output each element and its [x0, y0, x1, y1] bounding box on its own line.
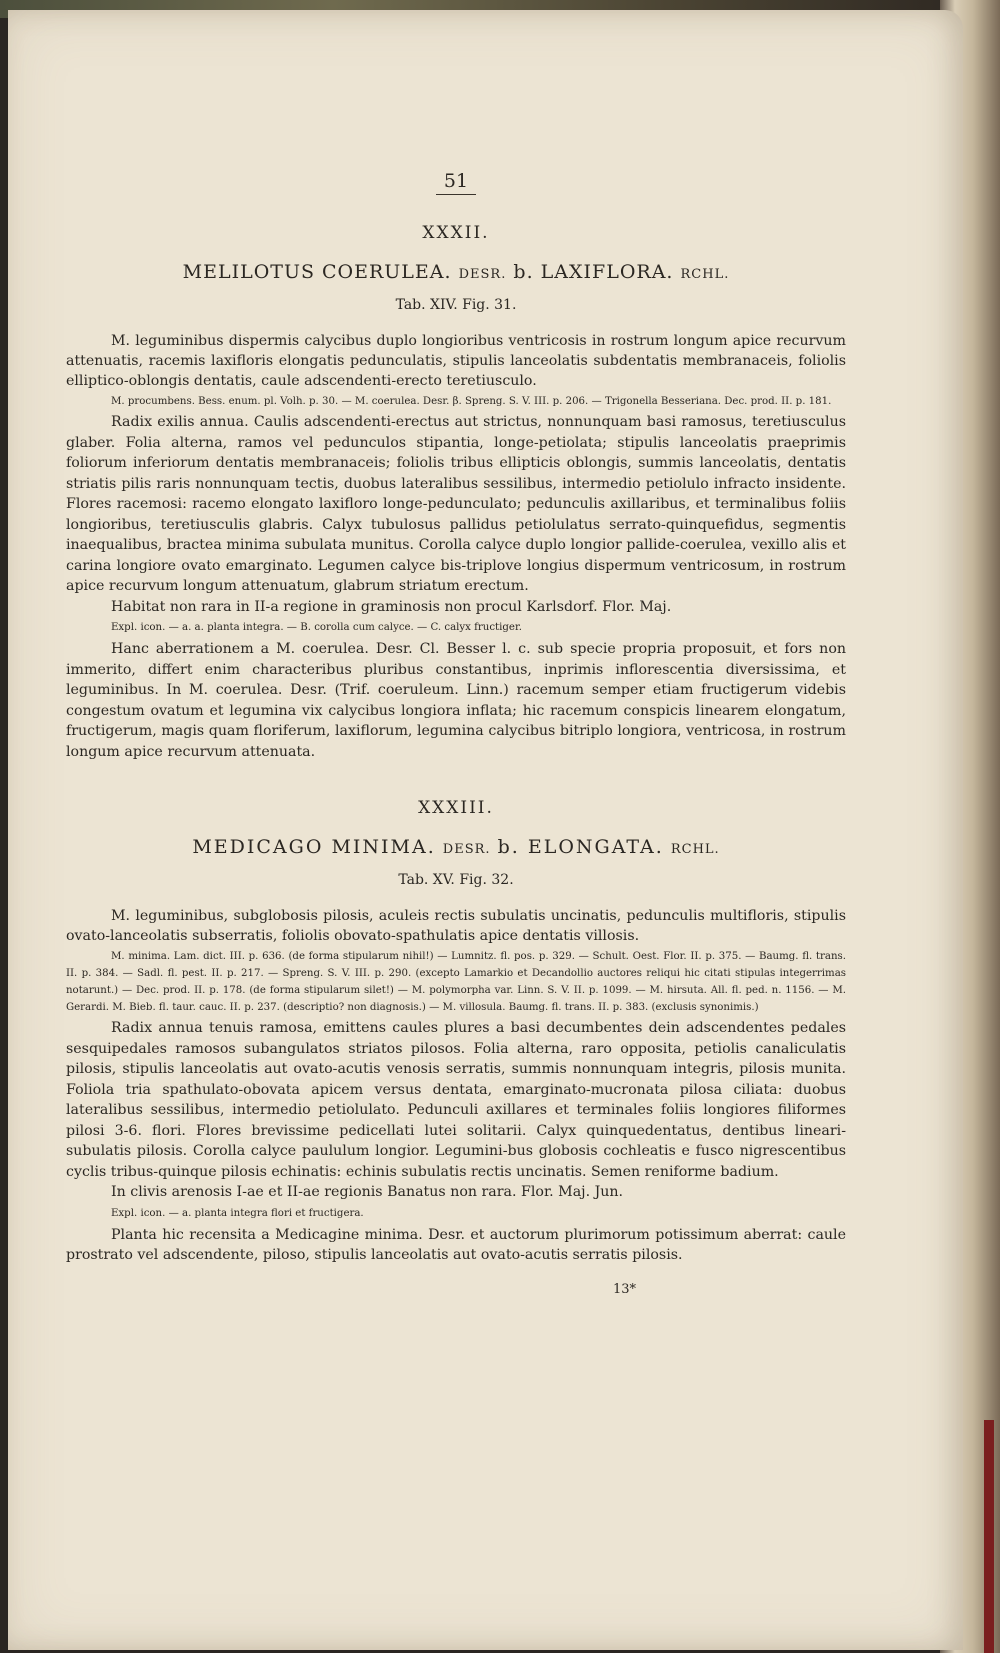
- habitat: In clivis arenosis I-ae et II-ae regionis Banatus non rara. Flor. Maj. Jun.: [111, 1184, 624, 1200]
- entry-xxxiii: [66, 798, 846, 1266]
- variety-name: b. LAXIFLORA.: [513, 261, 674, 283]
- diagnosis: M. leguminibus dispermis calycibus duplo longioribus ventricosis in rostrum longum apice recurvum attenuatis, racemis laxifloris elongatis pedunculatis, stipulis lanceolatis subdentatis membranaceis, foliolis elliptico-oblongis dentatis, caule adscendenti-erecto teretiusculo.: [66, 333, 846, 389]
- synonyms: M. procumbens. Bess. enum. pl. Volh. p. 30. — M. coerulea. Desr. β. Spreng. S. V. III. p. 206. — Trigonella Besseriana. Dec. prod. II. p. 181.: [111, 396, 832, 407]
- entry-number: XXXII.: [422, 223, 490, 243]
- remark: Hanc aberrationem a M. coerulea. Desr. Cl. Besser l. c. sub specie propria proposuit, et fors non immerito, differt enim characteribus pluribus constantibus, inprimis inflorescentia diversissima, et leguminibus. In M. coerulea. Desr. (Trif. coeruleum. Linn.) racemum semper etiam fructigerum videbis congestum ovatum et legumina vix calycibus longiora inflata; hic racemum conspicis linearem elongatum, fructigerum, magis quam floriferum, laxiflorum, legumina calycibus bitriplo longiora, ventricosa, in rostrum longum apice recurvum attenuata.: [66, 641, 846, 760]
- page-content: [66, 170, 846, 1297]
- entry-title: [66, 261, 846, 283]
- bookmark-ribbon: [984, 1420, 994, 1653]
- variety-name: b. ELONGATA.: [497, 836, 664, 858]
- variety-author: RCHL.: [680, 267, 730, 282]
- entry-xxxii: [66, 223, 846, 762]
- description: Radix exilis annua. Caulis adscendenti-erectus aut strictus, nonnunquam basi ramosus, teretiusculus glaber. Folia alterna, ramos vel pedunculos stipantia, longe-petiolata; stipulis lanceolatis praeprimis foliorum inferiorum dentatis membranaceis; foliolis tribus ellipticis oblongis, summis lanceolatis, dentatis striatis pilis raris nonnunquam tectis, duobus lateralibus sessilibus, intermedio petiolulo infracto insidente. Flores racemosi: racemo elongato laxifloro longe-pedunculato; pedunculis axillaribus, et terminalibus foliis longioribus, teretiusculis glabris. Calyx tubulosus pallidus petiolulatus serrato-quinquefidus, segmentis inaequalibus, bractea minima subulata munitus. Corolla calyce duplo longior pallide-coerulea, vexillo alis et carina longiore ovato emarginato. Legumen calyce bis-triplove longius dispermum ventricosum, in rostrum apice recurvum longum attenuatum, glabrum striatum erectum.: [66, 414, 846, 594]
- remark: Planta hic recensita a Medicagine minima. Desr. et auctorum plurimorum potissimum aberrat: caule prostrato vel adscendente, piloso, stipulis lanceolatis aut ovato-acutis serratis pilosis.: [66, 1226, 846, 1263]
- synonyms: M. minima. Lam. dict. III. p. 636. (de forma stipularum nihil!) — Lumnitz. fl. pos. p. 329. — Schult. Oest. Flor. II. p. 375. — Baumg. fl. trans. II. p. 384. — Sadl. fl. pest. II. p. 217. — Spreng. S. V. III. p. 290. (excepto Lamarkio et Decandollio auctores reliqui hic citati stipulas integerrimas notarunt.) — Dec. prod. II. p. 178. (de forma stipularum silet!) — M. polymorpha var. Linn. S. V. II. p. 1099. — M. hirsuta. All. fl. ped. n. 1156. — M. Gerardi. M. Bieb. fl. taur. cauc. II. p. 237. (descriptio? non diagnosis.) — M. villosula. Baumg. fl. trans. II. p. 383. (exclusis synonimis.): [66, 951, 846, 1013]
- signature-mark: 13*: [612, 1281, 636, 1297]
- variety-author: RCHL.: [670, 842, 720, 857]
- figure-explanation: Expl. icon. — a. a. planta integra. — B. corolla cum calyce. — C. calyx fructiger.: [111, 622, 522, 633]
- figure-explanation: Expl. icon. — a. planta integra flori et fructigera.: [111, 1207, 364, 1219]
- author-abbrev: DESR.: [442, 842, 491, 857]
- author-abbrev: DESR.: [458, 267, 507, 282]
- entry-number: XXXIII.: [418, 798, 494, 818]
- plate-reference: Tab. XV. Fig. 32.: [398, 872, 514, 888]
- description: Radix annua tenuis ramosa, emittens caules plures a basi decumbentes dein adscendentes pedales sesquipedales ramosos subangulatos striatos pilosos. Folia alterna, raro opposita, petiolis canaliculatis pilosis, stipulis lanceolatis aut ovato-acutis venosis serratis, summis nonnunquam integris, pilosis munita. Foliola tria spathulato-obovata apicem versus dentata, emarginato-mucronata pilosa ciliata: duobus lateralibus sessilibus, intermedio petiolulato. Pedunculi axillares et terminales foliis longiores filiformes pilosi 3-6. flori. Flores brevissime pedicellati lutei solitarii. Calyx quinquedentatus, dentibus lineari-subulatis pilosis. Corolla calyce paululum longior. Legumini-bus globosis cochleatis e fusco nigrescentibus cyclis tribus-quinque pilosis echinatis: echinis subulatis rectis uncinatis. Semen reniforme badium.: [66, 1020, 846, 1180]
- entry-title: [66, 836, 846, 858]
- diagnosis: M. leguminibus, subglobosis pilosis, aculeis rectis subulatis uncinatis, pedunculis multifloris, stipulis ovato-lanceolatis subserratis, foliolis obovato-spathulatis apice dentatis villosis.: [66, 908, 846, 944]
- page-number: 51: [66, 170, 846, 195]
- habitat: Habitat non rara in II-a regione in graminosis non procul Karlsdorf. Flor. Maj.: [111, 598, 672, 615]
- genus-name: MELILOTUS COERULEA.: [182, 261, 452, 283]
- book-page: [8, 10, 963, 1650]
- plate-reference: Tab. XIV. Fig. 31.: [395, 297, 517, 313]
- genus-name: MEDICAGO MINIMA.: [192, 836, 436, 858]
